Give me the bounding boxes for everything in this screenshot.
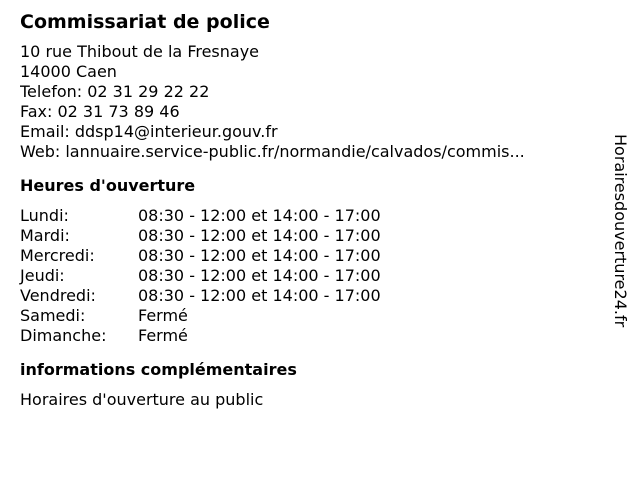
address-city: 14000 Caen [20, 62, 117, 81]
hours-row-monday [20, 206, 600, 226]
site-watermark: Horairesdouverture24.fr [611, 134, 630, 328]
page-title: Commissariat de police [20, 11, 270, 33]
watermark-container [611, 134, 640, 374]
address-street: 10 rue Thibout de la Fresnaye [20, 42, 260, 61]
day-label: Mardi: [20, 226, 70, 245]
hours-row-saturday [20, 306, 600, 326]
day-hours: Fermé [138, 306, 188, 325]
fax-line: Fax: 02 31 73 89 46 [20, 102, 180, 121]
day-label: Jeudi: [20, 266, 65, 285]
hours-row-tuesday [20, 226, 600, 246]
day-hours: 08:30 - 12:00 et 14:00 - 17:00 [138, 286, 381, 305]
day-hours: Fermé [138, 326, 188, 345]
day-hours: 08:30 - 12:00 et 14:00 - 17:00 [138, 206, 381, 225]
day-hours: 08:30 - 12:00 et 14:00 - 17:00 [138, 226, 381, 245]
main-content [20, 8, 600, 410]
contact-block [20, 42, 600, 162]
hours-row-wednesday [20, 246, 600, 266]
info-text: Horaires d'ouverture au public [20, 390, 264, 409]
web-line: Web: lannuaire.service-public.fr/normandie/calvados/commis... [20, 142, 525, 161]
hours-heading: Heures d'ouverture [20, 176, 196, 195]
day-label: Vendredi: [20, 286, 96, 305]
hours-row-thursday [20, 266, 600, 286]
hours-row-sunday [20, 326, 600, 346]
email-line: Email: ddsp14@interieur.gouv.fr [20, 122, 278, 141]
phone-line: Telefon: 02 31 29 22 22 [20, 82, 210, 101]
day-label: Dimanche: [20, 326, 107, 345]
day-hours: 08:30 - 12:00 et 14:00 - 17:00 [138, 246, 381, 265]
hours-row-friday [20, 286, 600, 306]
day-hours: 08:30 - 12:00 et 14:00 - 17:00 [138, 266, 381, 285]
day-label: Lundi: [20, 206, 69, 225]
hours-table [20, 206, 600, 346]
day-label: Mercredi: [20, 246, 95, 265]
day-label: Samedi: [20, 306, 86, 325]
info-heading: informations complémentaires [20, 360, 297, 379]
